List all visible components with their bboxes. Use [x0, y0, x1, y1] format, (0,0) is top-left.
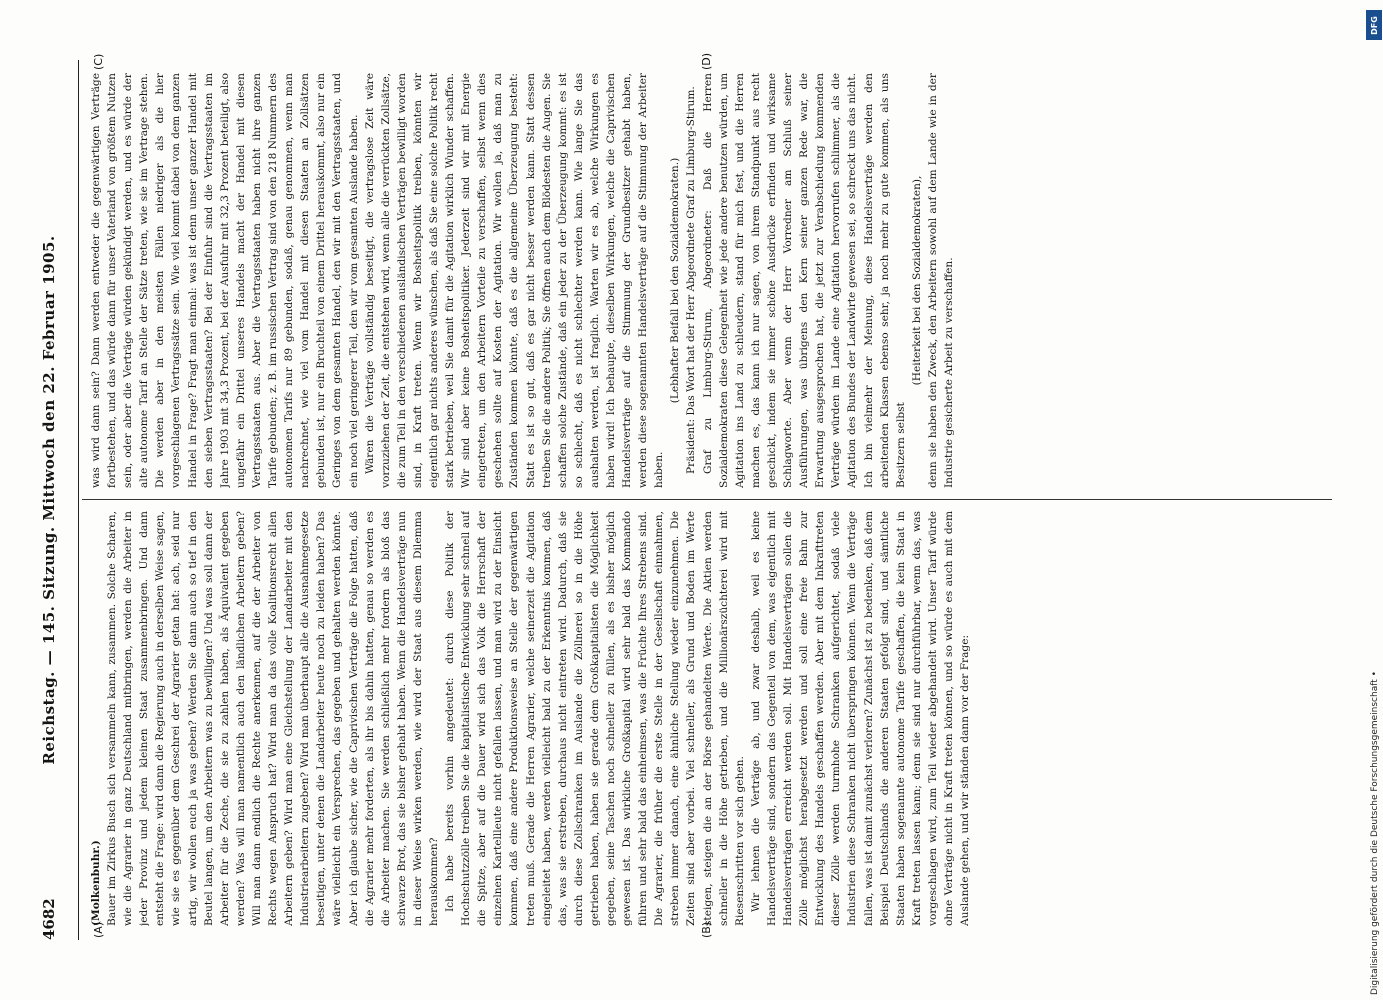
president-statement: Präsident: Das Wort hat der Herr Abgeordnete Graf zu Limburg-Stirum. — [685, 86, 698, 474]
page-header-title: Reichstag. — 145. Sitzung. Mittwoch den 22. Februar 1905. — [40, 235, 58, 765]
right-paragraph: denn sie haben den Zweck, den Arbeitern sowohl auf dem Lande wie in der Industrie gesicherte Arbeit zu verschaffen. — [926, 73, 955, 488]
left-paragraph: Wir lehnen die Verträge ab, und zwar deshalb, weil es keine Handelsverträge sind, sondern das Gegenteil von dem, was eigentlich mit Handelsverträgen erreicht werden soll. Mit Handelsverträgen sollen die Zölle möglichst herabgesetzt werden und soll eine freie Bahn zur Entwicklung des Handels geschaffen werden. Aber mit dem Inkrafttreten dieser Zölle werden turmhohe Schranken aufgerichtet, sodaß viele Industrien diese Schranken nicht überspringen können. Wenn die Verträge fallen, was ist damit zunächst verloren? Zunächst ist zu bedenken, daß dem Beispiel Deutschlands die anderen Staaten gefolgt sind, und sämtliche Staaten haben sogenannte autonome Tarife geschaffen, die kein Staat in Kraft treten lassen kann; denn sie sind nur durchführbar, wenn das, was vorgeschlagen wird, zum Teil wieder abgehandelt wird. Unser Tarif würde ohne Verträge nicht in Kraft treten können, und so würde es auch mit dem Auslande gehen, und wir ständen dann vor der Frage: — [749, 511, 972, 926]
laughter-note: (Heiterkeit bei den Sozialdemokraten), — [910, 175, 923, 386]
left-paragraph: Bauer im Zirkus Busch sich versammeln kann, zusammen. Solche Scharen, wie die Agrarier in ganz Deutschland mitbringen, werden die Arbeiter in jeder Provinz und jedem kleinen Staat zusammenbringen. Und dann entsteht die Frage: wird dann die Regierung auch in derselben Weise sagen, wie sie es gegenüber dem Geschrei der Agrarier getan hat: ach, seid nur artig, wir wollen euch ja was geben? Werden Sie dann auch so tief in den Beutel langen, um den Arbeitern was zu bewilligen? Und was soll dann der Arbeiter für die Zeche, die sie zu zahlen haben, als Äquivalent gegeben werden? Was will man namentlich auch den ländlichen Arbeitern geben? Will man dann endlich die Rechte anerkennen, auf die der Arbeiter von Rechts wegen Anspruch hat? Wird man da das volle Koalitionsrecht allen Arbeitern geben? Wird man eine Gleichstellung der Landarbeiter mit den Industriearbeitern zugeben? Wird man überhaupt alle die Ausnahmegesetze beseitigen, unter denen die Landarbeiter heute noch zu leiden haben? Das wäre vielleicht ein Versprechen, das gegeben und gehalten werden könnte. Aber ich glaube sicher, wie die Caprivischen Verträge die Folge hatten, daß die Agrarier mehr forderten, als ihr bis dahin hatten, genau so werden es die Arbeiter machen. Sie werden schließlich mehr fordern als bloß das schwarze Brot, das sie bisher gehabt haben. Wenn die Handelsverträge nun in dieser Weise wirken werden, wie wird der Staat aus diesem Dilemma herauskommen? — [106, 511, 440, 926]
right-paragraph: Graf zu Limburg-Stirum, Abgeordneter: Daß die Herren Sozialdemokraten diese Gelegenheit wie jede andere benutzen würden, um Agitation ins Land zu schleudern, stand für mich fest, und die Herren machen es, das kann ich nur sagen, von ihrem Standpunkt aus recht geschickt, indem sie immer schöne Ausdrücke erfinden und wirksame Schlagworte. Aber wenn der Herr Vorredner am Schluß seiner Ausführungen, was übrigens den Kern seiner ganzen Rede war, die Erwartung ausgesprochen hat, die jetzt zur Verabschiedung kommenden Verträge würden im Lande eine Agitation hervorrufen schlimmer, als die Agitation des Bundes der Landwirte gewesen sei, so schreckt uns das nicht. Ich bin vielmehr der Meinung, diese Handelsverträge werden den arbeitenden Klassen ebenso sehr, ja noch mehr zu gute kommen, als uns Besitzern selbst — [701, 73, 907, 488]
column-divider — [82, 499, 1332, 500]
margin-letter-c: (C) — [92, 53, 105, 70]
page-number: 4682 — [40, 898, 58, 940]
left-paragraph: Ich habe bereits vorhin angedeutet: durch diese Politik der Hochschutzzölle treiben Sie die kapitalistische Entwicklung sehr schnell auf die Spitze, aber auf die Dauer wird sich das Volk die Herrschaft der einzelnen Kartellleute nicht gefallen lassen, und man wird zu der Einsicht kommen, daß eine andere Produktionsweise an Stelle der gegenwärtigen treten muß. Gerade die Herren Agrarier, welche seinerzeit die Agitation eingeleitet haben, werden vielleicht bald zu der Erkenntnis kommen, daß das, was sie erstreben, durchaus nicht eintreten wird. Dadurch, daß sie durch diese Zollschranken im Auslande die Zöllnerei so in die Höhe getrieben haben, haben sie gerade dem Großkapitalisten die Möglichkeit gegeben, seine Taschen noch schneller zu füllen, als es bisher möglich gewesen ist. Das wirkliche Großkapital wird sehr bald das Kommando führen und sehr bald das einheimsen, was die Früchte Ihres Strebens sind. Die Agrarier, die früher die erste Stelle in der Gesellschaft einnahmen, streben immer danach, eine ähnliche Stellung wieder einzunehmen. Die Zeiten sind aber vorbei. Viel schneller, als Grund und Boden im Werte steigen, steigen die an der Börse gehandelten Werte. Die Aktien werden schneller in die Höhe getrieben, und die Millionärszüchterei wird mit Riesenschritten vor sich gehen. — [444, 511, 746, 926]
margin-letter-a: (A) — [92, 921, 105, 938]
margin-letter-d: (D) — [700, 52, 713, 70]
digitization-note: Digitalisierung gefördert durch die Deutsche Forschungsgemeinschaft • — [1370, 671, 1380, 995]
margin-letter-b: (B) — [700, 921, 713, 938]
right-column — [88, 73, 1328, 488]
header-rule — [78, 60, 79, 940]
applause-note: (Lebhafter Beifall bei den Sozialdemokraten.) — [669, 157, 682, 404]
right-paragraph: was wird dann sein? Dann werden entweder die gegenwärtigen Verträge fortbestehen, und das würde dann für unser Vaterland von größtem Nutzen sein, oder aber die Verträge würden gekündigt werden, und es würde der alte autonome Tarif an Stelle der Sätze treten, wie sie im Vertrage stehen. Die werden aber in den meisten Fällen niedriger als die hier vorgeschlagenen Vertragssätze sein. Wie viel kommt dabei von dem ganzen Handel in Frage? Fragt man einmal: was ist denn unser ganzer Handel mit den sieben Vertragsstaaten? Bei der Einfuhr sind die Vertragsstaaten im Jahre 1903 mit 34,3 Prozent, bei der Ausfuhr mit 32,3 Prozent beteiligt, also ungefähr ein Drittel unseres Handels macht der Handel mit diesen Vertragsstaaten aus. Aber die Vertragsstaaten haben nicht ihre ganzen Tarife gebunden; z. B. im russischen Vertrag sind von den 218 Nummern des autonomen Tarifs nur 89 gebunden, sodaß, genau genommen, wenn man nachrechnet, wie viel vom Handel mit diesen Staaten an Zollsätzen gebunden ist, nur ein Bruchteil von einem Drittel herauskommt, also nur ein Geringes von dem gesamten Handel, den wir mit den Vertragsstaaten, und ein noch viel geringerer Teil, den wir vom gesamten Auslande haben. — [90, 73, 360, 488]
dfg-logo: DFG — [1366, 10, 1382, 40]
left-column — [88, 511, 1328, 926]
speaker-tag: (Molkenbuhr.) — [90, 840, 102, 926]
right-paragraph: Wären die Verträge vollständig beseitigt, die vertragslose Zeit wäre vorzuziehen der Zeit, die entstehen wird, wenn alle die verrückten Zollsätze, die zum Teil in den verschiedenen ausländischen Verträgen bewilligt worden sind, in Kraft treten. Wenn wir Bosheitspolitik treiben, könnten wir eigentlich gar nichts anderes wünschen, als daß Sie eine solche Politik recht stark betrieben, weil Sie damit für die Agitation wirklich Wunder schaffen. Wir sind aber keine Bosheitspolitiker. Jederzeit sind wir mit Energie eingetreten, um den Arbeitern Vorteile zu verschaffen, selbst wenn dies geschehen sollte auf Kosten der Agitation. Wir wollen ja, daß man zu Zuständen kommen könnte, daß es die allgemeine Überzeugung besteht: Statt es ist so gut, daß es gar nicht besser werden kann. Statt dessen treiben Sie die andere Politik; Sie öffnen auch dem Blödesten die Augen. Sie schaffen solche Zustände, daß ein jeder zu der Überzeugung kommt: es ist so schlecht, daß es nicht schlechter werden kann. Wie lange Sie das aushalten werden, ist fraglich. Warten wir es ab, welche Wirkungen es haben wird! Ich behaupte, dieselben Wirkungen, welche die Caprivischen Handelsverträge auf die Stimmung der Grundbesitzer gehabt haben, werden diese sogenannten Handelsverträge auf die Stimmung der Arbeiter haben. — [363, 73, 666, 488]
